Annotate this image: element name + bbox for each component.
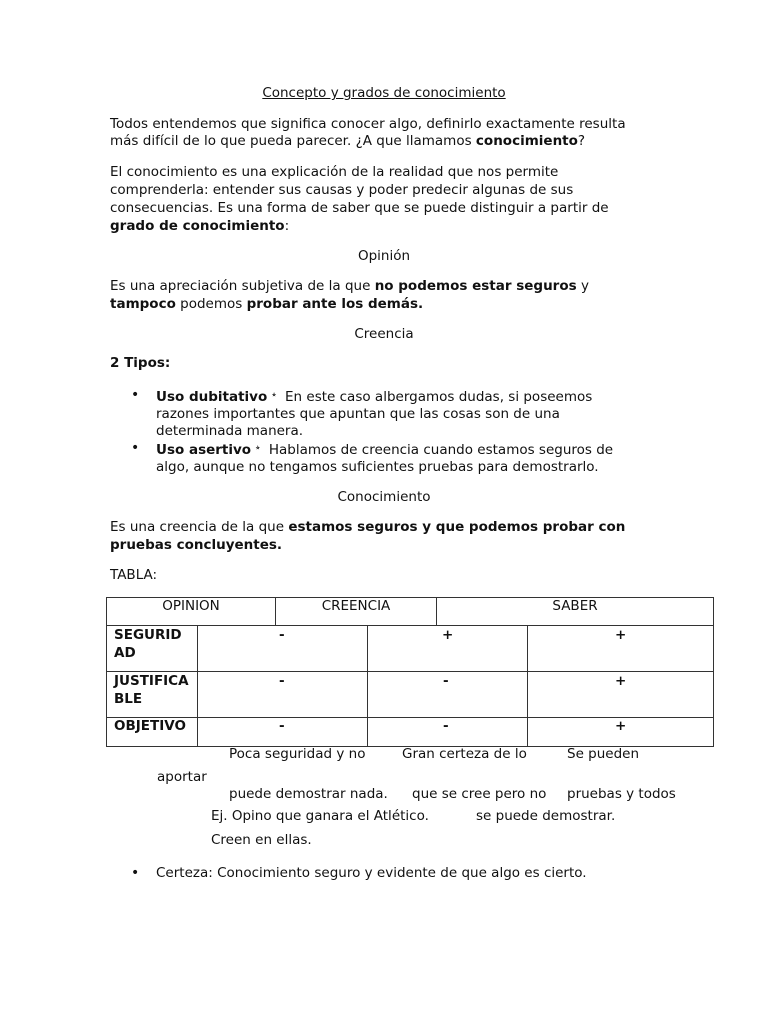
table-header-opinion: OPINION	[162, 598, 220, 614]
conocimiento-line-2: pruebas concluyentes.	[110, 537, 283, 553]
creencia-heading: Creencia	[354, 326, 414, 342]
bullet-icon: •	[131, 387, 140, 403]
creencia-item-2-line-2: algo, aunque no tengamos suficientes pruebas para demostrarlo.	[156, 459, 599, 475]
creencia-item-1-line-2: razones importantes que apuntan que las cosas son de una	[156, 406, 560, 422]
intro-line-2: más difícil de lo que pueda parecer. ¿A que llamamos conocimiento?	[110, 133, 586, 149]
table-border	[106, 597, 107, 747]
opinion-line-1: Es una apreciación subjetiva de la que no podemos estar seguros y	[110, 278, 589, 294]
table-cell: +	[615, 627, 627, 643]
definition-line-4: grado de conocimiento:	[110, 218, 290, 234]
table-row-label: JUSTIFICA	[114, 673, 189, 689]
table-cell: -	[279, 718, 285, 734]
table-cell: +	[442, 627, 454, 643]
bullet-icon: •	[131, 865, 140, 881]
table-row-label: SEGURID	[114, 627, 182, 643]
note-opinion-2: puede demostrar nada.	[229, 786, 388, 802]
page-title: Concepto y grados de conocimiento	[262, 85, 506, 101]
definition-line-1: El conocimiento es una explicación de la realidad que nos permite	[110, 164, 559, 180]
table-cell: -	[279, 673, 285, 689]
note-creencia-3: se puede demostrar.	[476, 808, 616, 824]
table-border	[367, 625, 368, 747]
table-header-creencia: CREENCIA	[321, 598, 391, 614]
table-cell: +	[615, 673, 627, 689]
table-header-saber: SABER	[552, 598, 598, 614]
table-border	[197, 625, 198, 747]
note-aportar: aportar	[157, 769, 207, 785]
table-row-label: OBJETIVO	[114, 718, 186, 734]
opinion-heading: Opinión	[357, 248, 411, 264]
creencia-item-2-line-1: Uso asertivo ⭒ Hablamos de creencia cuando estamos seguros de	[156, 442, 614, 458]
note-saber-1: Se pueden	[567, 746, 640, 762]
arrow-icon: ⭒	[255, 443, 261, 453]
definition-line-3: consecuencias. Es una forma de saber que se puede distinguir a partir de	[110, 200, 609, 216]
table-label: TABLA:	[110, 567, 158, 583]
creencia-item-1-line-1: Uso dubitativo ⭒ En este caso albergamos dudas, si poseemos	[156, 389, 593, 405]
opinion-line-2: tampoco podemos probar ante los demás.	[110, 296, 424, 312]
note-creencia-2: que se cree pero no	[412, 786, 547, 802]
table-cell: -	[279, 627, 285, 643]
table-cell: -	[443, 673, 449, 689]
table-row-label: BLE	[114, 691, 143, 707]
note-opinion-3: Ej. Opino que ganara el Atlético.	[211, 808, 429, 824]
conocimiento-heading: Conocimiento	[337, 489, 431, 505]
arrow-icon: ⭒	[271, 390, 277, 400]
certeza-item: Certeza: Conocimiento seguro y evidente de que algo es cierto.	[156, 865, 587, 881]
note-saber-2: pruebas y todos	[567, 786, 676, 802]
table-cell: +	[615, 718, 627, 734]
note-creencia-1: Gran certeza de lo	[402, 746, 527, 762]
table-row-label: AD	[114, 645, 136, 661]
intro-line-1: Todos entendemos que significa conocer algo, definirlo exactamente resulta	[110, 116, 626, 132]
types-label: 2 Tipos:	[110, 355, 171, 371]
definition-line-2: comprenderla: entender sus causas y poder predecir algunas de sus	[110, 182, 574, 198]
table-border	[527, 625, 528, 747]
table-cell: -	[443, 718, 449, 734]
note-opinion-1: Poca seguridad y no	[229, 746, 366, 762]
conocimiento-line-1: Es una creencia de la que estamos seguros y que podemos probar con	[110, 519, 626, 535]
creencia-item-1-line-3: determinada manera.	[156, 423, 304, 439]
table-border	[713, 597, 714, 747]
note-opinion-4: Creen en ellas.	[211, 832, 312, 848]
bullet-icon: •	[131, 440, 140, 456]
